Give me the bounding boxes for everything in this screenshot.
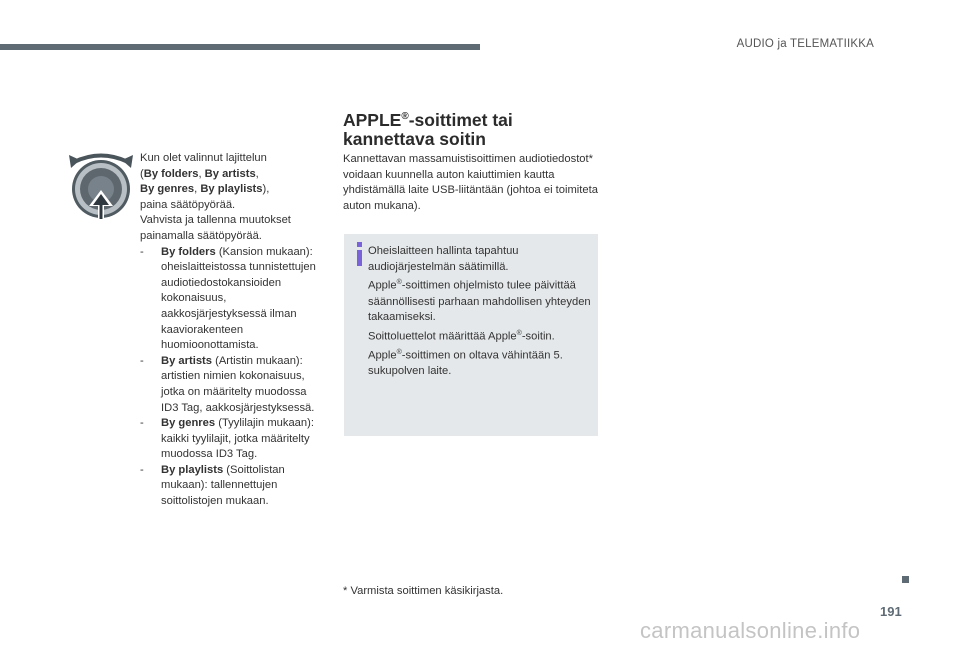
option-by-genres: - By genres (Tyylilajin mukaan): kaikki tyylilajit, jotka määritelty muodossa ID3 Tag. [140, 417, 314, 461]
watermark: carmanualsonline.info [640, 618, 861, 643]
header-bar [0, 44, 480, 50]
chapter-title: AUDIO ja TELEMATIIKKA [736, 38, 874, 50]
option-by-artists: - By artists (Artistin mukaan): artistien nimien kokonaisuus, jotka on määritelty muodossa ID3 Tag, aakkosjärjestyksessä. [140, 354, 315, 414]
page-continue-marker [902, 576, 909, 583]
page-number: 191 [880, 604, 902, 619]
info-note-text: Oheislaitteen hallinta tapahtuu audiojärjestelmän säätimillä. Apple®-soittimen ohjelmisto tulee päivittää säännöllisesti parhaan mahdollisen yhteyden takaamiseksi. Soittoluettelot määrittää Apple®-soitin. Apple®-soittimen on oltava vähintään 5. sukupolven laite. [368, 245, 591, 378]
confirm-text: Vahvista ja tallenna muutokset painamalla säätöpyörää. [140, 214, 291, 242]
footnote: * Varmista soittimen käsikirjasta. [343, 585, 504, 597]
info-icon [356, 242, 364, 266]
section-body: Kannettavan massamuistisoittimen audiotiedostot* voidaan kuunnella auton kaiuttimien kautta yhdistämällä laite USB-liitäntään (johtoa ei toimiteta auton mukana). [343, 153, 598, 212]
section-title: APPLE®-soittimet tai kannettava soitin [343, 109, 513, 149]
option-by-playlists: - By playlists (Soittolistan mukaan): tallennettujen soittolistojen mukaan. [140, 463, 285, 508]
sort-instructions [140, 151, 320, 510]
rotary-knob-press-icon [68, 150, 134, 224]
option-by-folders: - By folders (Kansion mukaan): oheislaitteistossa tunnistettujen audiotiedostokansioiden kokonaisuus, aakkosjärjestyksessä ilman kaaviorakenteen huomioonottamista. [140, 245, 316, 352]
intro-text: Kun olet valinnut lajittelun (By folders, By artists, By genres, By playlists), paina säätöpyörää. [140, 152, 270, 211]
